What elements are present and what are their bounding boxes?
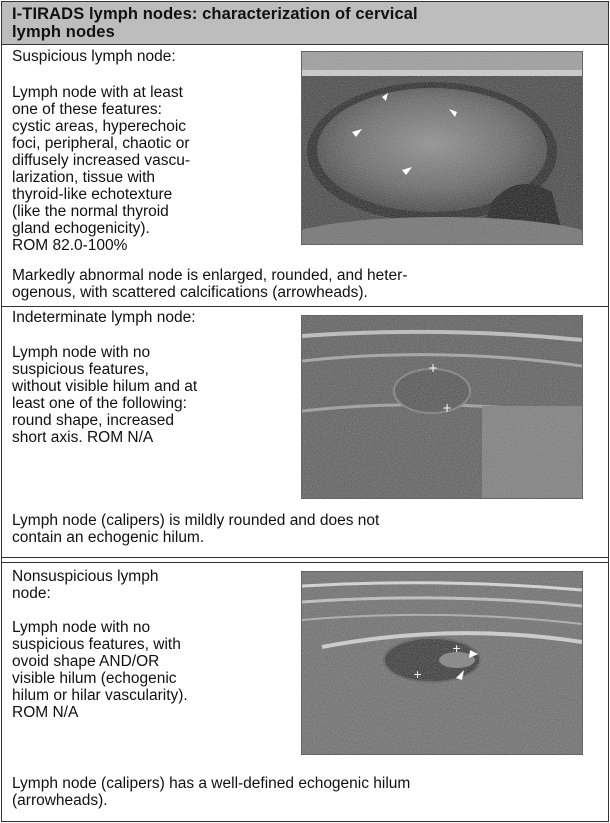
section-caption bbox=[12, 267, 592, 301]
desc-line: without visible hilum and at bbox=[12, 378, 198, 395]
section-caption bbox=[12, 775, 592, 809]
desc-line: Lymph node with no bbox=[12, 344, 151, 361]
section-title bbox=[12, 568, 158, 602]
caption-line: contain an echogenic hilum. bbox=[12, 529, 205, 546]
title-line-2: lymph nodes bbox=[12, 23, 115, 41]
desc-line: foci, peripheral, chaotic or bbox=[12, 135, 190, 152]
desc-line: one of these features: bbox=[12, 101, 162, 118]
desc-line: Lymph node with no bbox=[12, 619, 151, 636]
figure-title bbox=[12, 5, 602, 41]
svg-text:+: + bbox=[413, 668, 423, 681]
desc-line: ovoid shape AND/OR bbox=[12, 653, 160, 670]
title-line: Nonsuspicious lymph bbox=[12, 568, 159, 585]
desc-line: least one of the following: bbox=[12, 395, 187, 412]
desc-line: short axis. ROM N/A bbox=[12, 429, 154, 446]
desc-line: hilum or hilar vascularity). bbox=[12, 687, 188, 704]
svg-text:+: + bbox=[452, 642, 462, 655]
ultrasound-image-suspicious bbox=[301, 51, 583, 245]
desc-line: Lymph node with at least bbox=[12, 84, 183, 101]
caption-line: (arrowheads). bbox=[12, 792, 108, 809]
desc-line: gland echogenicity). bbox=[12, 220, 150, 237]
section-title: Indeterminate lymph node: bbox=[12, 309, 196, 326]
figure-header bbox=[2, 2, 608, 45]
section-description bbox=[12, 619, 188, 721]
ultrasound-image-nonsuspicious bbox=[301, 571, 583, 755]
desc-line: thyroid-like echotexture bbox=[12, 186, 173, 203]
section-description bbox=[12, 344, 197, 446]
desc-line: (like the normal thyroid bbox=[12, 203, 169, 220]
ultrasound-image-indeterminate bbox=[301, 315, 583, 499]
caption-line: Lymph node (calipers) is mildly rounded and does not bbox=[12, 512, 380, 529]
desc-line: round shape, increased bbox=[12, 412, 175, 429]
desc-line: suspicious features, bbox=[12, 361, 149, 378]
desc-line: diffusely increased vascu- bbox=[12, 152, 191, 169]
svg-text:+: + bbox=[442, 401, 453, 415]
section-description bbox=[12, 84, 190, 254]
tirads-figure bbox=[1, 1, 609, 822]
desc-line: suspicious features, with bbox=[12, 636, 181, 653]
section-suspicious bbox=[2, 45, 608, 307]
caption-line: ogenous, with scattered calcifications (arrowheads). bbox=[12, 284, 368, 301]
caption-line: Lymph node (calipers) has a well-defined echogenic hilum bbox=[12, 775, 411, 792]
title-line: node: bbox=[12, 585, 51, 602]
desc-line: ROM N/A bbox=[12, 704, 79, 721]
svg-text:+: + bbox=[428, 361, 439, 375]
section-title: Suspicious lymph node: bbox=[12, 48, 176, 65]
desc-line: visible hilum (echogenic bbox=[12, 670, 177, 687]
desc-line: larization, tissue with bbox=[12, 169, 156, 186]
desc-line: ROM 82.0-100% bbox=[12, 237, 128, 254]
title-line-1: I-TIRADS lymph nodes: characterization of cervical bbox=[12, 5, 418, 23]
section-caption bbox=[12, 512, 592, 546]
desc-line: cystic areas, hyperechoic bbox=[12, 118, 187, 135]
section-indeterminate bbox=[2, 307, 608, 558]
section-nonsuspicious bbox=[2, 562, 608, 822]
caption-line: Markedly abnormal node is enlarged, rounded, and heter- bbox=[12, 267, 408, 284]
